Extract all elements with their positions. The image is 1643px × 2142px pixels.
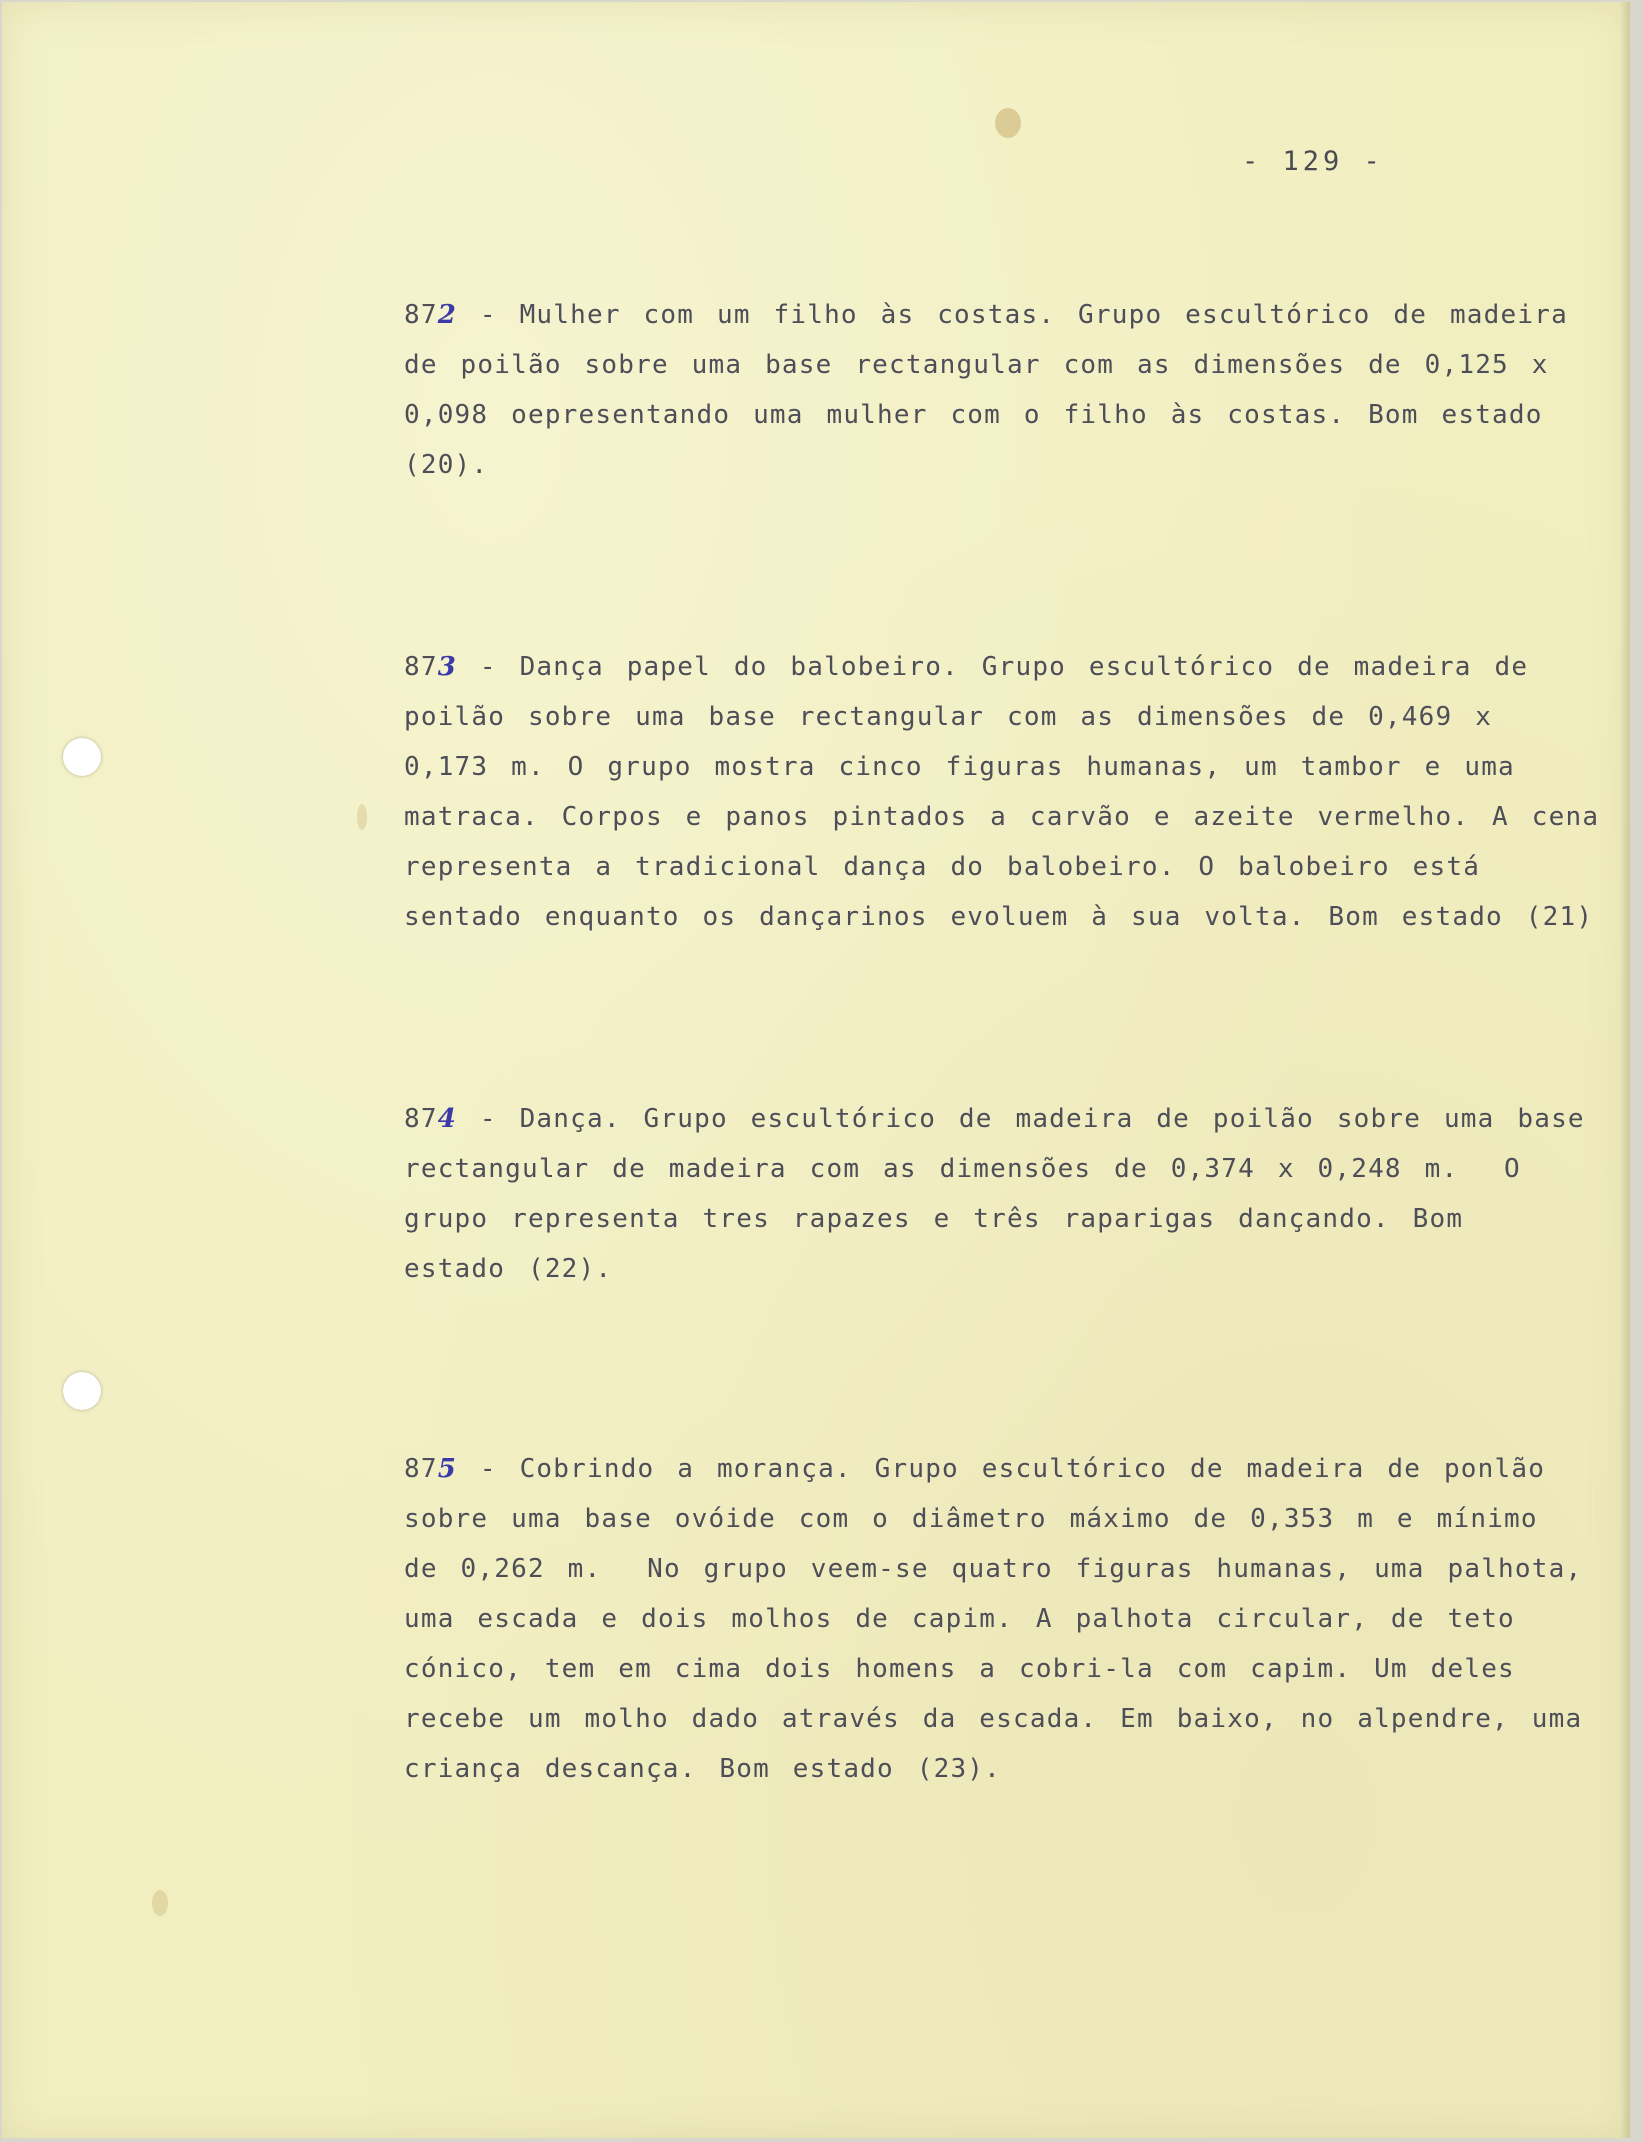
entry-line: rectangular de madeira com as dimensões de 0,374 x 0,248 m. O	[404, 1154, 1521, 1184]
entry-line: (20).	[404, 450, 489, 480]
entry-number: 87	[404, 1454, 438, 1484]
entry-text: - Mulher com um filho às costas. Grupo escultórico de madeira	[457, 300, 1568, 330]
catalog-entry-875	[404, 1444, 1604, 1794]
entry-number: 87	[404, 300, 438, 330]
handwritten-digit: 2	[437, 300, 458, 330]
catalog-entry-873	[404, 642, 1604, 942]
handwritten-digit: 5	[437, 1454, 458, 1484]
entry-line: recebe um molho dado através da escada. Em baixo, no alpendre, uma	[404, 1704, 1583, 1734]
punch-hole-top	[63, 738, 101, 776]
paper-stain	[995, 108, 1021, 138]
entry-line: 0,098 oepresentando uma mulher com o filho às costas. Bom estado	[404, 400, 1543, 430]
entry-line: uma escada e dois molhos de capim. A palhota circular, de teto	[404, 1604, 1515, 1634]
handwritten-digit: 3	[437, 652, 458, 682]
document-page	[2, 2, 1630, 2138]
paper-edge	[1620, 2, 1630, 2138]
entry-line: estado (22).	[404, 1254, 613, 1284]
entry-number: 87	[404, 1104, 438, 1134]
page-number: - 129 -	[1242, 146, 1384, 177]
entry-line: sentado enquanto os dançarinos evoluem à sua volta. Bom estado (21)	[404, 902, 1594, 932]
entry-line: cónico, tem em cima dois homens a cobri-la com capim. Um deles	[404, 1654, 1515, 1684]
entry-line: poilão sobre uma base rectangular com as dimensões de 0,469 x	[404, 702, 1493, 732]
entry-text: - Cobrindo a morança. Grupo escultórico de madeira de ponlão	[457, 1454, 1546, 1484]
entry-line: sobre uma base ovóide com o diâmetro máximo de 0,353 m e mínimo	[404, 1504, 1538, 1534]
paper-stain	[152, 1890, 168, 1916]
entry-text: - Dança papel do balobeiro. Grupo escultórico de madeira de	[457, 652, 1529, 682]
catalog-entry-874	[404, 1094, 1604, 1294]
entry-line	[404, 1094, 1604, 1144]
entry-line	[404, 1444, 1604, 1494]
punch-hole-bottom	[63, 1372, 101, 1410]
handwritten-digit: 4	[437, 1104, 458, 1134]
entry-line	[404, 290, 1604, 340]
entry-number: 87	[404, 652, 438, 682]
catalog-entry-872	[404, 290, 1604, 490]
entry-line: representa a tradicional dança do balobeiro. O balobeiro está	[404, 852, 1481, 882]
entry-line: de 0,262 m. No grupo veem-se quatro figuras humanas, uma palhota,	[404, 1554, 1583, 1584]
entry-line: de poilão sobre uma base rectangular com as dimensões de 0,125 x	[404, 350, 1549, 380]
entry-line: 0,173 m. O grupo mostra cinco figuras humanas, um tambor e uma	[404, 752, 1515, 782]
entry-text: - Dança. Grupo escultórico de madeira de poilão sobre uma base	[457, 1104, 1585, 1134]
entry-line: criança descança. Bom estado (23).	[404, 1754, 1002, 1784]
paper-stain	[357, 804, 367, 830]
entry-line	[404, 642, 1604, 692]
entry-line: grupo representa tres rapazes e três raparigas dançando. Bom	[404, 1204, 1464, 1234]
entry-line: matraca. Corpos e panos pintados a carvão e azeite vermelho. A cena	[404, 802, 1600, 832]
